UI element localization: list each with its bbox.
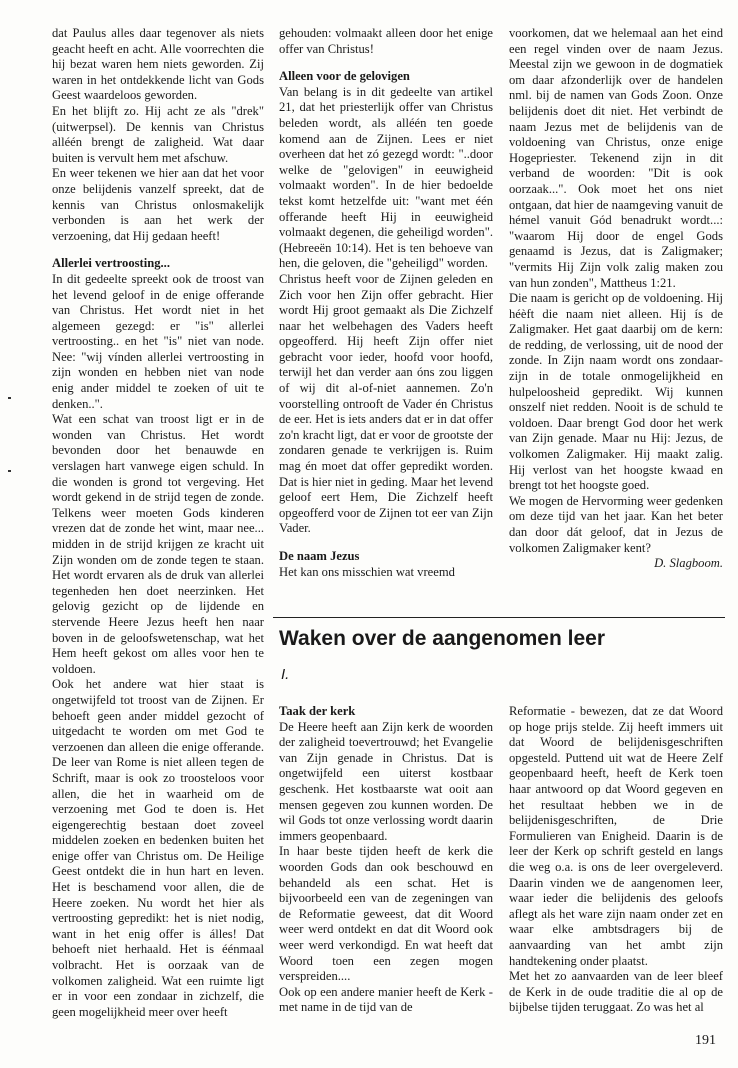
section-heading: Taak der kerk xyxy=(279,704,356,718)
paragraph: En weer tekenen we hier aan dat het voor onze belijdenis vanzelf spreekt, dat de kennis van Christus onlosmakelijk verbonden is aan het werk der verzoening, dat Hij gedaan heeft! xyxy=(52,166,264,243)
paragraph: En het blijft zo. Hij acht ze als "drek" (uitwerpsel). De kennis van Christus alléén brengt de zaligheid. Wat daar buiten is vervult hem met afschuw. xyxy=(52,103,264,165)
paragraph: In haar beste tijden heeft de kerk die woorden Gods dan ook beschouwd en behandeld als een schat. Het is bijvoorbeeld een van de zegeningen van de Reformatie geweest, dat dit Woord weer werd ontdekt en dat dit Woord ook weer werd verkondigd. En wat heeft dat Woord toen een zegen mogen verspreiden.... xyxy=(279,844,493,984)
paragraph: Ook het andere wat hier staat is ongetwijfeld tot troost van de Zijnen. Er behoeft geen ander middel gezocht of uitgedacht te worden om met God te verzoenen dan alleen die enige offerande. De leer van Rome is niet alleen tegen de Schrift, maar is ook zo troosteloos voor allen, die het in waarheid om de verzoening met God te doen is. Het eigengerechtig bestaan doet zoveel middelen zoeken en bedenken buiten het enige offer van Christus om. De Heilige Geest ontdekt die in hun hart en leven. Het is beschamend voor allen, die de Heere zoeken. Nu wordt het hier als vertroosting gepredikt: het is niet nodig, want in het enig offer is álles! Dat behoeft niet herhaald. Het is éénmaal volbracht. Het is oorzaak van de volkomen zaligheid. Wat een ruimte ligt er in voor een zondaar in zichzelf, die geen mogelijkheid meer over heeft xyxy=(52,677,264,1019)
paragraph: Die naam is gericht op de voldoening. Hij héèft die naam niet alleen. Hij ís de Zaligmaker. Het gaat daarbij om de kern: de redding, de verlossing, uit de nood der zonde. In Zijn naam wordt ons zondaar-zijn in de totale onmogelijkheid en hulpeloosheid gepredikt. Wij kunnen onszelf niet redden. Nooit is de schuld te voldoen. Daar brengt God door het werk van Zijn genade. Maar nu Hij: Jezus, de volkomen Zaligmaker. Hij maakt zalig. Hij verlost van het hoogste kwaad en brengt tot het hoogste goed. xyxy=(509,291,723,493)
paragraph: Ook op een andere manier heeft de Kerk - met name in de tijd van de xyxy=(279,984,493,1015)
paragraph: Christus heeft voor de Zijnen geleden en Zich voor hen Zijn offer gebracht. Hier wordt Hij groot gemaakt als Die Zichzelf naar het welbehagen des Vaders heeft opgeofferd. Hij heeft Zijn offer niet gebracht voor ieder, hoofd voor hoofd, terwijl het dan verder aan óns zou liggen of wij dit al-of-niet aannemen. Zo'n voorstelling ontrooft de Vader én Christus de eer. Het is iets anders dat er in dat offer zo'n kracht ligt, dat er voor de grootste der zondaren genade te verkrijgen is. Ruim mag én moet dat offer gepredikt worden. Dat is hier niet in geding. Maar het levend geloof eert Hem, Die Zichzelf heeft opgeofferd voor de Zijnen tot eer van Zijn Vader. xyxy=(279,271,493,536)
part-number: I. xyxy=(281,666,290,683)
column-left xyxy=(52,26,264,1020)
paragraph: dat Paulus alles daar tegenover als niets geacht heeft en acht. Alle voorrechten die hij bezat waren hem niets geworden. Zij waren in het ontdekkende licht van Gods Geest waardeloos geworden. xyxy=(52,26,264,103)
paragraph: gehouden: volmaakt alleen door het enige offer van Christus! xyxy=(279,26,493,56)
paragraph: Van belang is in dit gedeelte van artikel 21, dat het priesterlijk offer van Christus beleden wordt, als alléén ten goede komend aan de Zijnen. Lees er niet overheen dat het zó gezegd wordt: "..door welke de "gelovigen" in eeuwigheid volmaakt worden". In de hier bedoelde tekst komt hetzelfde uit: "want met één offerande heeft Hij in eeuwigheid volmaakt degenen, die geheiligd worden". (Hebreeën 10:14). Het is ten behoeve van hen, die geloven, die "geheiligd" worden. xyxy=(279,84,493,271)
paragraph: In dit gedeelte spreekt ook de troost van het levend geloof in de enige offerande van Christus. Het wordt niet in het algemeen gezegd: er "is" allerlei vertroosting.. en het "is" niet van node. Nee: "wij vínden allerlei vertroosting in zijn wonden en hebben niet van node enig ander middel te zoeken of uit te denken..". xyxy=(52,271,264,411)
article-column-right xyxy=(509,704,723,1016)
section-heading: Allerlei vertroosting... xyxy=(52,256,170,271)
section-heading: Alleen voor de gelovigen xyxy=(279,69,410,84)
scan-mark xyxy=(8,397,11,399)
paragraph: Wat een schat van troost ligt er in de wonden van Christus. Het wordt bevonden door het benauwde en verslagen hart vanwege eigen schuld. In die wonden is grond tot vergeving. Het wordt gekend in de strijd tegen de zonde. Telkens weer moeten Gods kinderen vrezen dat de zonde het wint, maar nee... midden in de strijd krijgen ze kracht uit Zijn wonden om de zonde tegen te staan. Het wordt ervaren als de druk van allerlei tegenheden hen doet neerzinken. Het gelovig gezicht op de lijdende en stervende Heere Jezus heeft hen naar boven in de geloofswetenschap, wat het Hem heeft gekost om alles voor hen te voldoen. xyxy=(52,412,264,676)
paragraph: Het kan ons misschien wat vreemd xyxy=(279,564,455,579)
section-divider xyxy=(273,617,725,618)
paragraph: Met het zo aanvaarden van de leer bleef de Kerk in de oude traditie die al op de bijbelse tijden teruggaat. Zo was het al xyxy=(509,969,723,1015)
paragraph: We mogen de Hervorming weer gedenken om deze tijd van het jaar. Kan het beter dan door dát geloof, dat in Jezus de volkomen Zaligmaker kent? xyxy=(509,493,723,555)
page-number: 191 xyxy=(695,1033,716,1048)
column-middle xyxy=(279,26,493,580)
article-column-left xyxy=(279,704,493,1016)
author-signature: D. Slagboom. xyxy=(654,556,723,571)
article-title: Waken over de aangenomen leer xyxy=(279,627,606,650)
section-heading: De naam Jezus xyxy=(279,549,360,563)
scan-mark xyxy=(8,470,11,472)
paragraph: Reformatie - bewezen, dat ze dat Woord op hoge prijs stelde. Zij heeft immers uit dat Woord de belijdenisgeschriften opgesteld. Puttend uit wat de Heere Zelf geopenbaard heeft, heeft de Kerk toen haar antwoord op dat Woord gegeven en het resultaat hebben we in de belijdenisgeschriften, de Drie Formulieren van Enigheid. Daarin is de leer der Kerk op schrift gesteld en langs die weg o.a. is ons de leer overgeleverd. Daarin vinden we de aangenomen leer, waar ieder die belijdenis des geloofs aflegt als het ware zijn naam onder zet en waar elke ambtsdragers bij de aanvaarding van het ambt zijn handtekening onder plaatst. xyxy=(509,704,723,968)
paragraph: voorkomen, dat we helemaal aan het eind een regel vinden over de naam Jezus. Meestal zijn we gewoon in de dogmatiek om daar afzonderlijk over de handelen nml. bij de namen van Gods Zoon. Onze belijdenis doet dit niet. Het verbindt de naam Jezus met de belijdenis van de voldoening van Christus, onze enige Hogepriester. Tekenend zijn in dit verband de woorden: "Dit is ook oorzaak...". Ook moet het ons niet ontgaan, dat hier de naamgeving vanuit de hémel vanuit Gód benadrukt wordt...: "waarom Hij door de engel Gods genaamd is Jezus, dat is Zaligmaker; "vermits Hij Zijn volk zalig maken zou van hun zonden", Mattheus 1:21. xyxy=(509,26,723,290)
column-right xyxy=(509,26,723,572)
paragraph: De Heere heeft aan Zijn kerk de woorden der zaligheid toevertrouwd; het Evangelie van Zijn genade in Christus. Dat is ongetwijfeld een uiterst kostbaar geschenk. Het kostbaarste wat ooit aan mensen gegeven zou kunnen worden. De wil Gods tot onze verlossing wordt daarin immers geopenbaard. xyxy=(279,719,493,843)
